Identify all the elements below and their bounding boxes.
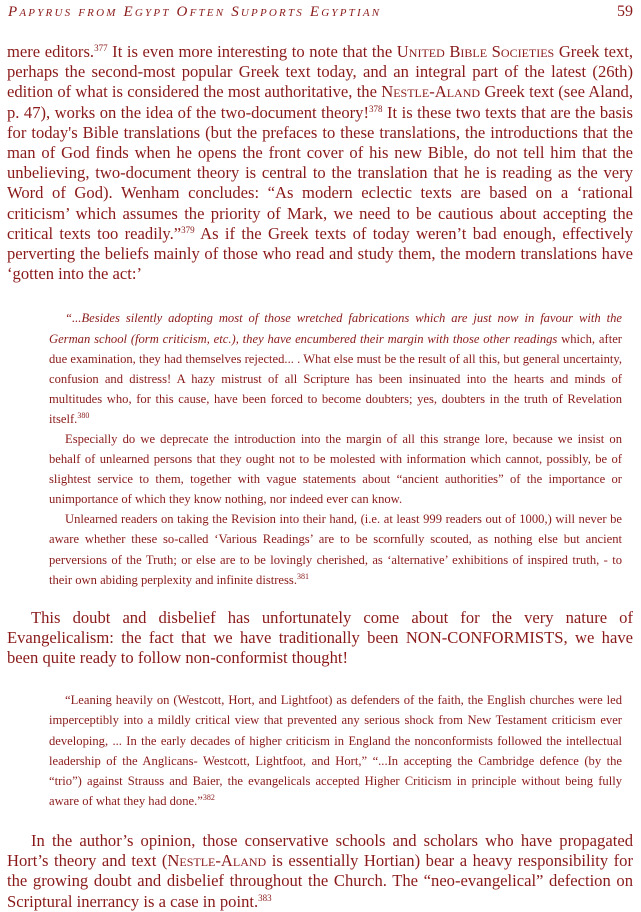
- paragraph-1-text-1: mere editors.: [7, 42, 95, 61]
- paragraph-3: [7, 831, 633, 912]
- quote-1-paragraph-1: [49, 308, 622, 429]
- nestle-aland-small-caps: Nestle-Aland: [381, 82, 481, 102]
- footnote-ref-380: 380: [77, 410, 90, 420]
- quote-1-italic-text: “...Besides silently adopting most of those wretched fabrications which are just now in favour with the German school (form criticism, etc.), they have encumbered their margin with those other readings: [49, 311, 622, 346]
- quote-2-text: “Leaning heavily on (Westcott, Hort, and Lightfoot) as defenders of the faith, the English churches were led imperceptibly into a mildly critical view that prevented any serious shock from New Testament criticism ever developing, ... In the early decades of higher criticism in England the nonconformists followed the intellectual leadership of the Anglicans- Westcott, Lightfoot, and Hort,” “...In accepting the Cambridge defence (by the “trio”) against Strauss and Baier, the evangelicals accepted Higher Criticism in principle without being fully aware of what they had done.”: [49, 693, 622, 808]
- quote-2-paragraph: [49, 690, 622, 811]
- paragraph-3-text-2: is essentially Hortian) bear a heavy responsibility for the growing doubt and disbelief throughout the Church. The “neo-evangelical” defection on Scriptural inerrancy is a case in point.: [7, 851, 633, 911]
- footnote-ref-383: 383: [258, 892, 272, 903]
- paragraph-1-text-5: It is these two texts that are the basis for today's Bible translations (but the prefaces to these translations, the introductions that the man of God finds when he opens the front cover of his new Bible, do not tell him that the unbelieving, two-document theory is central to the translation that he is reading as the very Word of God). Wenham concludes: “As modern eclectic texts are based on a ‘rational criticism’ which assumes the priority of Mark, we need to be cautious about accepting the critical texts too readily.”: [7, 102, 634, 243]
- quote-1-text: which, after due examination, they had themselves rejected... . What else must be the result of all this, but general uncertainty, confusion and distress! A hazy mistrust of all Scripture has been insinuated into the hearts and minds of multitudes who, for this cause, have been forced to become doubters; yes, doubters in the truth of Revelation itself.: [49, 331, 622, 426]
- nestle-aland-small-caps-2: Nestle-Aland: [167, 851, 267, 871]
- page-number: 59: [617, 3, 633, 20]
- page-body: [7, 42, 633, 912]
- paragraph-3-text-1: In the author’s opinion, those conservative schools and scholars who have propagated Hort’s theory and text (: [7, 830, 633, 871]
- ubs-small-caps: United Bible Societies: [396, 42, 555, 61]
- quote-1-paragraph-3-text: Unlearned readers on taking the Revision into their hand, (i.e. at least 999 readers out of 1000,) will never be aware whether these so-called ‘Various Readings’ are to be scornfully scouted, as nothing else but ancient perversions of the Truth; or else are to be lovingly cherished, as ‘alternative’ exhibitions of inspired truth, - to their own abiding perplexity and infinite distress.: [49, 512, 622, 587]
- footnote-ref-379: 379: [181, 224, 195, 235]
- footnote-ref-381: 381: [296, 571, 309, 581]
- page-header: [8, 3, 633, 25]
- paragraph-1: [7, 42, 633, 284]
- paragraph-1-text-3: Greek text, perhaps the second-most popular Greek text today, and an integral part of the latest (26th) edition of what is considered the most authoritative, the: [7, 42, 633, 102]
- footnote-ref-382: 382: [202, 792, 215, 802]
- block-quote-1: [49, 308, 622, 589]
- running-head: Papyrus from Egypt Often Supports Egyptian: [8, 4, 382, 20]
- footnote-ref-377: 377: [94, 43, 108, 53]
- paragraph-1-text-4: Greek text (see Aland, p. 47), works on the idea of the two-document theory!: [7, 82, 633, 122]
- paragraph-1-text-2: It is even more interesting to note that the: [107, 42, 397, 61]
- paragraph-1-text-6: As if the Greek texts of today weren’t bad enough, effectively perverting the beliefs mainly of those who read and study them, the modern translations have ‘gotten into the act:’: [7, 223, 633, 284]
- block-quote-2: [49, 690, 622, 811]
- paragraph-2: This doubt and disbelief has unfortunately come about for the very nature of Evangelicalism: the fact that we have traditionally been NON-CONFORMISTS, we have been quite ready to follow non-conformist thought!: [7, 607, 633, 668]
- footnote-ref-378: 378: [369, 103, 383, 114]
- quote-1-paragraph-3: [49, 509, 622, 589]
- quote-1-paragraph-2: Especially do we deprecate the introduction into the margin of all this strange lore, because we insist on behalf of unlearned persons that they ought not to be molested with information which cannot, possibly, be of slightest service to them, together with vague statements about “ancient authorities” of the importance or unimportance of which they know nothing, nor indeed ever can know.: [49, 432, 622, 507]
